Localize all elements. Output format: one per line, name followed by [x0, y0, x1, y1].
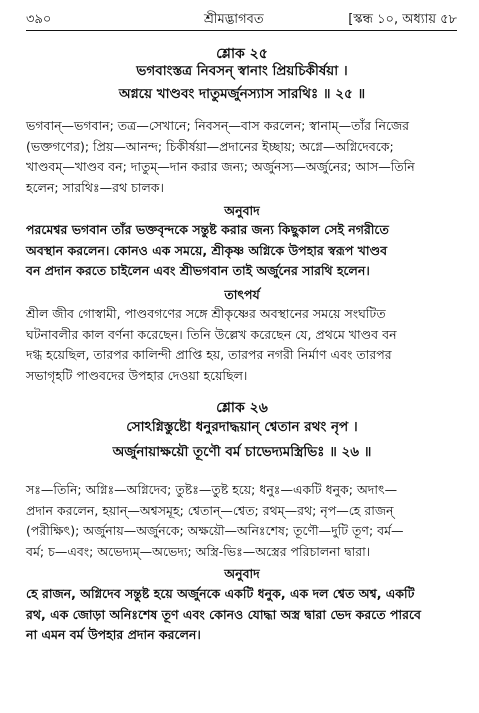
section-reference: [স্কন্ধ ১০, অধ্যায় ৫৮ — [348, 12, 457, 27]
purport-line: শ্রীল জীব গোস্বামী, পাণ্ডবগণের সঙ্গে শ্রীকৃষ্ণের অবস্থানের সময়ে সংঘটিত — [26, 306, 386, 321]
sloka-26-line-2: অর্জুনায়াক্ষয়ৌ তূণৌ বর্ম চাভেদ্যমস্ত্রিভিঃ ॥ ২৬ ॥ — [112, 444, 372, 460]
sloka-26-synonyms — [26, 480, 458, 562]
translation-line: না এমন বর্ম উপহার প্রদান করলেন। — [26, 627, 201, 642]
synonym-line: ভগবান্—ভগবান; তত্র—সেখানে; নিবসন্—বাস করলেন; স্বানাম্—তাঁর নিজের — [26, 118, 410, 133]
book-title: শ্রীমদ্ভাগবত — [204, 12, 264, 27]
sloka-25-purport — [26, 304, 458, 386]
page-number: ৩৯০ — [26, 12, 52, 27]
synonym-line: প্রদান করলেন, হয়ান্—অশ্বসমূহ; শ্বেতান্—শ্বেত; রথম্—রথ; নৃপ—হে রাজন্ — [26, 502, 394, 518]
running-header — [26, 8, 457, 31]
synonym-line: বর্ম; চ—এবং; অভেদ্যম্—অভেদ্য; অস্ত্রি-ভিঃ—অস্ত্রের পরিচালনা দ্বারা। — [26, 543, 371, 559]
sloka-26-translation — [26, 584, 458, 646]
sloka-26-translation-heading: অনুবাদ — [224, 566, 260, 581]
synonym-line: (পরীক্ষিৎ); অর্জুনায়—অর্জুনকে; অক্ষয়ৌ—অনিঃশেষ; তূণৌ—দুটি তূণ; বর্ম— — [26, 523, 404, 538]
synonym-line: খাণ্ডবম্—খাণ্ডব বন; দাতুম্—দান করার জন্য; অর্জুনস্য—অর্জুনের; আস—তিনি — [26, 159, 415, 174]
synonym-line: সঃ—তিনি; অগ্নিঃ—অগ্নিদেব; তুষ্টঃ—তুষ্ট হয়ে; ধনুঃ—একটি ধনুক; অদাৎ— — [26, 482, 398, 497]
translation-line: রথ, এক জোড়া অনিঃশেষ তূণ এবং কোনও যোদ্ধা অস্ত্র দ্বারা ভেদ করতে পারবে — [26, 606, 421, 622]
sloka-25-synonyms — [26, 116, 458, 198]
synonym-line: হলেন; সারথিঃ—রথ চালক। — [26, 179, 164, 195]
sloka-25-line-2: অগ্নয়ে খাণ্ডবং দাতুমর্জুনস্যাস সারথিঃ ॥ ২৫ ॥ — [118, 86, 366, 102]
synonym-line: (ভক্তগণের); প্রিয়—আনন্দ; চিকীর্ষয়া—প্রদানের ইচ্ছায়; অগ্নে—অগ্নিদেবকে; — [26, 138, 394, 154]
translation-line: পরমেশ্বর ভগবান তাঁর ভক্তবৃন্দকে সন্তুষ্ট করার জন্য কিছুকাল সেই নগরীতে — [26, 222, 389, 237]
sloka-25-translation-heading: অনুবাদ — [224, 203, 260, 218]
sloka-25-purport-heading: তাৎপর্য — [224, 287, 260, 302]
purport-line: সভাগৃহটি পাণ্ডবদের উপহার দেওয়া হয়েছিল। — [26, 367, 248, 383]
translation-line: অবস্থান করলেন। কোনও এক সময়ে, শ্রীকৃষ্ণ অগ্নিকে উপহার স্বরূপ খাণ্ডব — [26, 242, 388, 258]
sloka-25-heading: শ্লোক ২৫ — [216, 46, 268, 62]
purport-line: ঘটনাবলীর কাল বর্ণনা করেছেন। তিনি উল্লেখ করেছেন যে, প্রথমে খাণ্ডব বন — [26, 326, 397, 342]
translation-line: হে রাজন, অগ্নিদেব সন্তুষ্ট হয়ে অর্জুনকে একটি ধনুক, এক দল শ্বেত অশ্ব, একটি — [26, 586, 415, 601]
sloka-26-line-1: সোঽগ্নিস্তুষ্টো ধনুরদাদ্ধয়ান্ শ্বেতান রথং নৃপ । — [126, 419, 358, 435]
translation-line: বন প্রদান করতে চাইলেন এবং শ্রীভগবান তাই অর্জুনের সারথি হলেন। — [26, 263, 370, 278]
sloka-25-translation — [26, 220, 458, 282]
purport-line: দগ্ধ হয়েছিল, তারপর কালিন্দী প্রাপ্তি হয়, তারপর নগরী নির্মাণ এবং তারপর — [26, 347, 392, 362]
sloka-25-line-1: ভগবাংস্তত্র নিবসন্ স্বানাং প্রিয়চিকীর্ষয়া । — [136, 63, 348, 79]
sloka-26-heading: শ্লোক ২৬ — [216, 400, 268, 416]
